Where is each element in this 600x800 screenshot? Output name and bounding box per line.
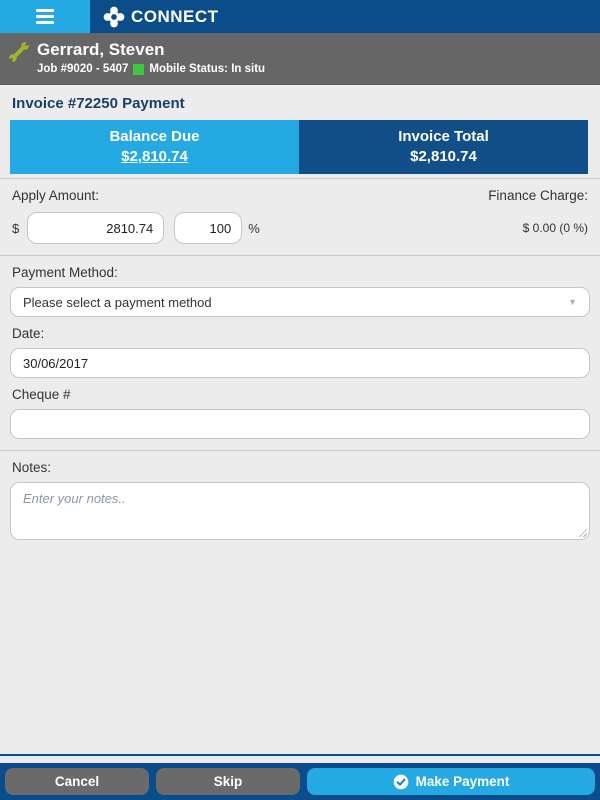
status-green-square xyxy=(133,64,144,75)
tab-balance-due[interactable] xyxy=(10,120,299,174)
date-input[interactable] xyxy=(10,348,590,378)
finance-charge-label: Finance Charge: xyxy=(488,188,588,203)
wrench-icon xyxy=(8,41,30,63)
percent-symbol: % xyxy=(248,220,260,236)
job-header-text xyxy=(37,40,265,75)
notes-textarea[interactable] xyxy=(10,482,590,540)
payment-form xyxy=(0,178,600,540)
currency-symbol: $ xyxy=(12,220,20,236)
make-payment-label: Make Payment xyxy=(415,774,510,789)
tab-balance-due-label: Balance Due xyxy=(109,128,200,145)
app-brand xyxy=(103,0,219,33)
date-label: Date: xyxy=(12,326,45,341)
footer-divider xyxy=(0,754,600,763)
skip-button[interactable]: Skip xyxy=(156,768,300,795)
cheque-input[interactable] xyxy=(10,409,590,439)
apply-amount-label: Apply Amount: xyxy=(12,188,100,203)
amount-tabs xyxy=(10,120,588,174)
job-number: Job #9020 - 5407 xyxy=(37,63,129,75)
cheque-label: Cheque # xyxy=(12,387,71,402)
payment-method-selected-value: Please select a payment method xyxy=(23,294,212,310)
menu-button[interactable] xyxy=(0,0,90,33)
tab-invoice-total-label: Invoice Total xyxy=(398,128,489,145)
mobile-status: Mobile Status: In situ xyxy=(149,63,266,75)
payment-method-select[interactable] xyxy=(10,287,590,317)
apply-percent-input[interactable] xyxy=(174,212,242,244)
tab-invoice-total[interactable] xyxy=(299,120,588,174)
tab-invoice-total-amount: $2,810.74 xyxy=(410,148,477,165)
gear-icon xyxy=(103,6,125,28)
brand-text: CONNECT xyxy=(131,6,219,26)
top-nav-bar xyxy=(0,0,600,33)
chevron-down-icon: ▼ xyxy=(568,297,577,307)
payment-method-label: Payment Method: xyxy=(12,265,118,280)
finance-charge-value: $ 0.00 (0 %) xyxy=(522,221,588,235)
page-title: Invoice #72250 Payment xyxy=(12,95,185,112)
customer-name: Gerrard, Steven xyxy=(37,40,165,59)
cancel-button[interactable]: Cancel xyxy=(5,768,149,795)
tab-balance-due-amount: $2,810.74 xyxy=(121,148,188,165)
footer-action-bar xyxy=(0,763,600,800)
notes-label: Notes: xyxy=(12,460,52,475)
payment-screen xyxy=(0,85,600,754)
hamburger-icon xyxy=(36,9,54,24)
make-payment-button[interactable] xyxy=(307,768,595,795)
apply-amount-input[interactable] xyxy=(27,212,164,244)
check-circle-icon xyxy=(393,774,409,790)
job-header xyxy=(0,33,600,85)
